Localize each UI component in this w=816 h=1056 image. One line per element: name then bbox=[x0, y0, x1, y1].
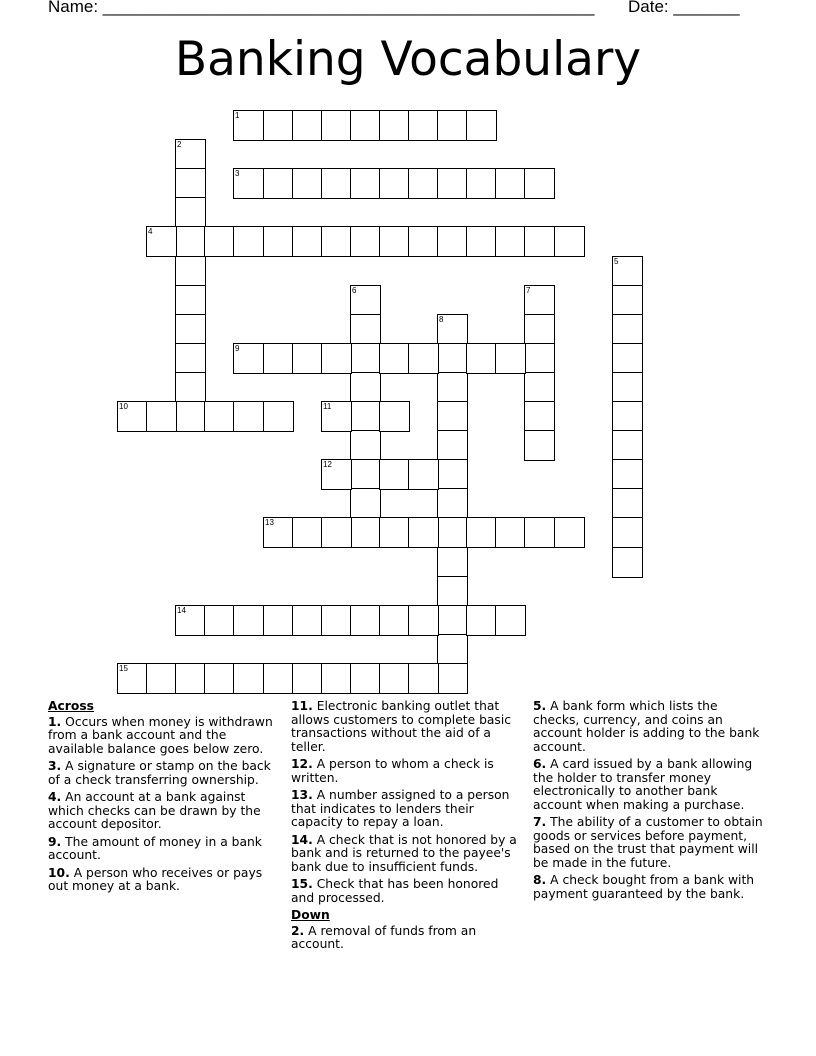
clue-number: 8 bbox=[439, 315, 444, 324]
grid-cell[interactable] bbox=[146, 226, 177, 257]
grid-cell[interactable] bbox=[175, 256, 206, 287]
across-clue bbox=[48, 836, 278, 863]
clue-text: An account at a bank against which checks can be drawn by the account depositor. bbox=[48, 790, 261, 831]
clue-number: 9 bbox=[235, 344, 240, 353]
grid-cell[interactable] bbox=[437, 343, 468, 374]
grid-cell[interactable] bbox=[524, 285, 555, 316]
grid-cell[interactable] bbox=[292, 110, 323, 141]
clue-number-label: 11. bbox=[291, 699, 313, 713]
clue-number: 2 bbox=[177, 140, 182, 149]
clue-number: 14 bbox=[177, 606, 186, 615]
grid-cell[interactable] bbox=[175, 314, 206, 345]
grid-cell[interactable] bbox=[437, 605, 468, 636]
grid-cell[interactable] bbox=[350, 168, 381, 199]
across-clue-list-part-1 bbox=[48, 716, 278, 894]
grid-cell[interactable] bbox=[524, 314, 555, 345]
grid-cell[interactable] bbox=[146, 401, 177, 432]
grid-cell[interactable] bbox=[321, 110, 352, 141]
grid-cell[interactable] bbox=[524, 343, 555, 374]
clues-column-3 bbox=[533, 700, 763, 905]
clue-text: Electronic banking outlet that allows customers to complete basic transactions without the aid of a teller. bbox=[291, 699, 512, 754]
grid-cell[interactable] bbox=[612, 547, 643, 578]
clue-text: A person to whom a check is written. bbox=[291, 757, 494, 785]
across-clue bbox=[48, 867, 278, 894]
grid-cell[interactable] bbox=[263, 401, 294, 432]
clue-number: 5 bbox=[614, 257, 619, 266]
grid-cell[interactable] bbox=[292, 168, 323, 199]
grid-cell[interactable] bbox=[321, 401, 352, 432]
down-clue bbox=[533, 700, 763, 754]
grid-cell[interactable] bbox=[437, 314, 468, 345]
clue-number-label: 7. bbox=[533, 815, 547, 829]
grid-cell[interactable] bbox=[466, 110, 497, 141]
across-clue bbox=[48, 791, 278, 832]
grid-cell[interactable] bbox=[408, 459, 439, 490]
grid-cell[interactable] bbox=[263, 110, 294, 141]
clue-number-label: 1. bbox=[48, 714, 62, 729]
clue-text: A check bought from a bank with payment guaranteed by the bank. bbox=[533, 873, 755, 901]
grid-cell[interactable] bbox=[263, 226, 294, 257]
clue-number-label: 6. bbox=[533, 757, 547, 771]
date-field[interactable]: Date: _______ bbox=[628, 0, 740, 16]
grid-cell[interactable] bbox=[612, 372, 643, 403]
grid-cell[interactable] bbox=[204, 605, 235, 636]
clue-number: 11 bbox=[323, 402, 332, 411]
grid-cell[interactable] bbox=[612, 430, 643, 461]
clue-number: 15 bbox=[119, 664, 128, 673]
grid-cell[interactable] bbox=[175, 139, 206, 170]
grid-cell[interactable] bbox=[233, 605, 264, 636]
grid-cell[interactable] bbox=[175, 343, 206, 374]
grid-cell[interactable] bbox=[466, 343, 497, 374]
clue-number-label: 2. bbox=[291, 923, 305, 938]
grid-cell[interactable] bbox=[495, 343, 526, 374]
grid-cell[interactable] bbox=[321, 517, 352, 548]
clue-number-label: 4. bbox=[48, 790, 62, 804]
grid-cell[interactable] bbox=[379, 459, 410, 490]
grid-cell[interactable] bbox=[204, 663, 235, 694]
clue-text: A person who receives or pays out money at a bank. bbox=[48, 865, 263, 893]
grid-cell[interactable] bbox=[612, 314, 643, 345]
grid-cell[interactable] bbox=[263, 168, 294, 199]
grid-cell[interactable] bbox=[350, 401, 381, 432]
across-clue-list-part-2 bbox=[291, 700, 521, 905]
clue-text: The ability of a customer to obtain goods or services before payment, based on the trust that payment will be made in the future. bbox=[533, 815, 763, 870]
grid-cell[interactable] bbox=[408, 517, 439, 548]
clue-number: 7 bbox=[526, 286, 531, 295]
grid-cell[interactable] bbox=[175, 197, 206, 228]
clue-text: A check that is not honored by a bank and is returned to the payee's bank due to insufficient funds. bbox=[291, 832, 517, 874]
grid-cell[interactable] bbox=[175, 663, 206, 694]
across-clue bbox=[291, 878, 521, 905]
across-clue bbox=[48, 760, 278, 787]
grid-cell[interactable] bbox=[321, 168, 352, 199]
grid-cell[interactable] bbox=[437, 430, 468, 461]
grid-cell[interactable] bbox=[524, 372, 555, 403]
clue-text: A card issued by a bank allowing the holder to transfer money electronically to another bank account when making a purchase. bbox=[533, 757, 753, 812]
grid-cell[interactable] bbox=[379, 401, 410, 432]
header bbox=[48, 0, 748, 19]
grid-cell[interactable] bbox=[437, 168, 468, 199]
grid-cell[interactable] bbox=[466, 605, 497, 636]
grid-cell[interactable] bbox=[554, 517, 585, 548]
grid-cell[interactable] bbox=[437, 459, 468, 490]
clue-text: A signature or stamp on the back of a check transferring ownership. bbox=[48, 759, 271, 787]
grid-cell[interactable] bbox=[408, 663, 439, 694]
clue-text: Occurs when money is withdrawn from a bank account and the available balance goes below zero. bbox=[48, 714, 273, 756]
down-clue bbox=[533, 816, 763, 870]
clues-column-1 bbox=[48, 700, 278, 898]
grid-cell[interactable] bbox=[350, 285, 381, 316]
clue-number-label: 12. bbox=[291, 757, 313, 771]
grid-cell[interactable] bbox=[437, 634, 468, 665]
clue-number: 10 bbox=[119, 402, 128, 411]
across-heading: Across bbox=[48, 699, 94, 713]
grid-cell[interactable] bbox=[350, 459, 381, 490]
clue-number-label: 5. bbox=[533, 699, 547, 713]
across-clue bbox=[48, 716, 278, 757]
across-clue bbox=[291, 758, 521, 785]
grid-cell[interactable] bbox=[175, 372, 206, 403]
grid-cell[interactable] bbox=[379, 343, 410, 374]
clue-number-label: 15. bbox=[291, 877, 313, 891]
grid-cell[interactable] bbox=[175, 401, 206, 432]
grid-cell[interactable] bbox=[524, 401, 555, 432]
grid-cell[interactable] bbox=[233, 110, 264, 141]
grid-cell[interactable] bbox=[408, 168, 439, 199]
grid-cell[interactable] bbox=[495, 517, 526, 548]
grid-cell[interactable] bbox=[408, 343, 439, 374]
grid-cell[interactable] bbox=[612, 488, 643, 519]
clue-number-label: 14. bbox=[291, 832, 313, 847]
grid-cell[interactable] bbox=[175, 226, 206, 257]
grid-cell[interactable] bbox=[437, 488, 468, 519]
grid-cell[interactable] bbox=[263, 605, 294, 636]
clue-number: 12 bbox=[323, 460, 332, 469]
grid-cell[interactable] bbox=[350, 517, 381, 548]
grid-cell[interactable] bbox=[495, 226, 526, 257]
clue-number-label: 8. bbox=[533, 873, 547, 887]
clue-number: 13 bbox=[265, 518, 274, 527]
grid-cell[interactable] bbox=[408, 605, 439, 636]
grid-cell[interactable] bbox=[263, 663, 294, 694]
page-title: Banking Vocabulary bbox=[174, 32, 642, 87]
grid-cell[interactable] bbox=[379, 517, 410, 548]
across-clue bbox=[291, 834, 521, 875]
grid-cell[interactable] bbox=[233, 226, 264, 257]
clue-text: The amount of money in a bank account. bbox=[48, 834, 262, 862]
clue-number: 4 bbox=[148, 227, 153, 236]
down-clue bbox=[533, 758, 763, 812]
grid-cell[interactable] bbox=[554, 226, 585, 257]
grid-cell[interactable] bbox=[204, 226, 235, 257]
grid-cell[interactable] bbox=[437, 663, 468, 694]
grid-cell[interactable] bbox=[175, 285, 206, 316]
grid-cell[interactable] bbox=[321, 459, 352, 490]
across-clue bbox=[291, 789, 521, 830]
grid-cell[interactable] bbox=[175, 168, 206, 199]
grid-cell[interactable] bbox=[233, 343, 264, 374]
grid-cell[interactable] bbox=[292, 226, 323, 257]
grid-cell[interactable] bbox=[379, 168, 410, 199]
grid-cell[interactable] bbox=[524, 168, 555, 199]
grid-cell[interactable] bbox=[146, 663, 177, 694]
across-clue bbox=[291, 700, 521, 754]
down-clue-list-part-1 bbox=[291, 925, 521, 952]
grid-cell[interactable] bbox=[292, 663, 323, 694]
grid-cell[interactable] bbox=[408, 110, 439, 141]
grid-cell[interactable] bbox=[263, 343, 294, 374]
grid-cell[interactable] bbox=[321, 605, 352, 636]
grid-cell[interactable] bbox=[408, 226, 439, 257]
grid-cell[interactable] bbox=[379, 605, 410, 636]
grid-cell[interactable] bbox=[612, 343, 643, 374]
grid-cell[interactable] bbox=[524, 430, 555, 461]
clue-number: 1 bbox=[235, 111, 240, 120]
grid-cell[interactable] bbox=[117, 663, 148, 694]
grid-cell[interactable] bbox=[612, 517, 643, 548]
grid-cell[interactable] bbox=[175, 605, 206, 636]
grid-cell[interactable] bbox=[233, 401, 264, 432]
grid-cell[interactable] bbox=[466, 168, 497, 199]
grid-cell[interactable] bbox=[379, 110, 410, 141]
grid-cell[interactable] bbox=[292, 343, 323, 374]
grid-cell[interactable] bbox=[263, 517, 294, 548]
grid-cell[interactable] bbox=[350, 430, 381, 461]
down-heading: Down bbox=[291, 908, 330, 922]
down-clue bbox=[533, 874, 763, 901]
grid-cell[interactable] bbox=[495, 605, 526, 636]
clue-number: 3 bbox=[235, 169, 240, 178]
grid-cell[interactable] bbox=[350, 372, 381, 403]
grid-cell[interactable] bbox=[437, 517, 468, 548]
grid-cell[interactable] bbox=[524, 226, 555, 257]
grid-cell[interactable] bbox=[379, 226, 410, 257]
grid-cell[interactable] bbox=[437, 372, 468, 403]
grid-cell[interactable] bbox=[466, 226, 497, 257]
grid-cell[interactable] bbox=[524, 517, 555, 548]
grid-cell[interactable] bbox=[466, 517, 497, 548]
grid-cell[interactable] bbox=[612, 256, 643, 287]
grid-cell[interactable] bbox=[350, 343, 381, 374]
clue-number-label: 9. bbox=[48, 834, 62, 849]
grid-cell[interactable] bbox=[495, 168, 526, 199]
grid-cell[interactable] bbox=[612, 459, 643, 490]
grid-cell[interactable] bbox=[117, 401, 148, 432]
name-field[interactable]: Name: ____________________________________________________ bbox=[48, 0, 595, 16]
clue-number-label: 13. bbox=[291, 788, 313, 802]
grid-cell[interactable] bbox=[321, 663, 352, 694]
clue-number-label: 10. bbox=[48, 865, 70, 880]
grid-cell[interactable] bbox=[233, 663, 264, 694]
down-clue-list-part-2 bbox=[533, 700, 763, 901]
clue-number: 6 bbox=[352, 286, 357, 295]
grid-cell[interactable] bbox=[437, 110, 468, 141]
clue-number-label: 3. bbox=[48, 759, 62, 773]
grid-cell[interactable] bbox=[350, 314, 381, 345]
clue-text: Check that has been honored and processed. bbox=[291, 877, 499, 905]
grid-cell[interactable] bbox=[350, 663, 381, 694]
grid-cell[interactable] bbox=[437, 401, 468, 432]
grid-cell[interactable] bbox=[321, 343, 352, 374]
clue-text: A number assigned to a person that indicates to lenders their capacity to repay a loan. bbox=[291, 788, 510, 829]
grid-cell[interactable] bbox=[350, 226, 381, 257]
grid-cell[interactable] bbox=[350, 488, 381, 519]
grid-cell[interactable] bbox=[292, 605, 323, 636]
grid-cell[interactable] bbox=[437, 226, 468, 257]
grid-cell[interactable] bbox=[292, 517, 323, 548]
clues-column-2 bbox=[291, 700, 521, 956]
grid-cell[interactable] bbox=[437, 576, 468, 607]
grid-cell[interactable] bbox=[437, 547, 468, 578]
grid-cell[interactable] bbox=[350, 605, 381, 636]
grid-cell[interactable] bbox=[233, 168, 264, 199]
down-clue bbox=[291, 925, 521, 952]
clue-text: A removal of funds from an account. bbox=[291, 923, 477, 951]
grid-cell[interactable] bbox=[612, 285, 643, 316]
grid-cell[interactable] bbox=[204, 401, 235, 432]
grid-cell[interactable] bbox=[350, 110, 381, 141]
grid-cell[interactable] bbox=[321, 226, 352, 257]
clue-text: A bank form which lists the checks, currency, and coins an account holder is adding to the bank account. bbox=[533, 699, 760, 754]
grid-cell[interactable] bbox=[379, 663, 410, 694]
grid-cell[interactable] bbox=[612, 401, 643, 432]
